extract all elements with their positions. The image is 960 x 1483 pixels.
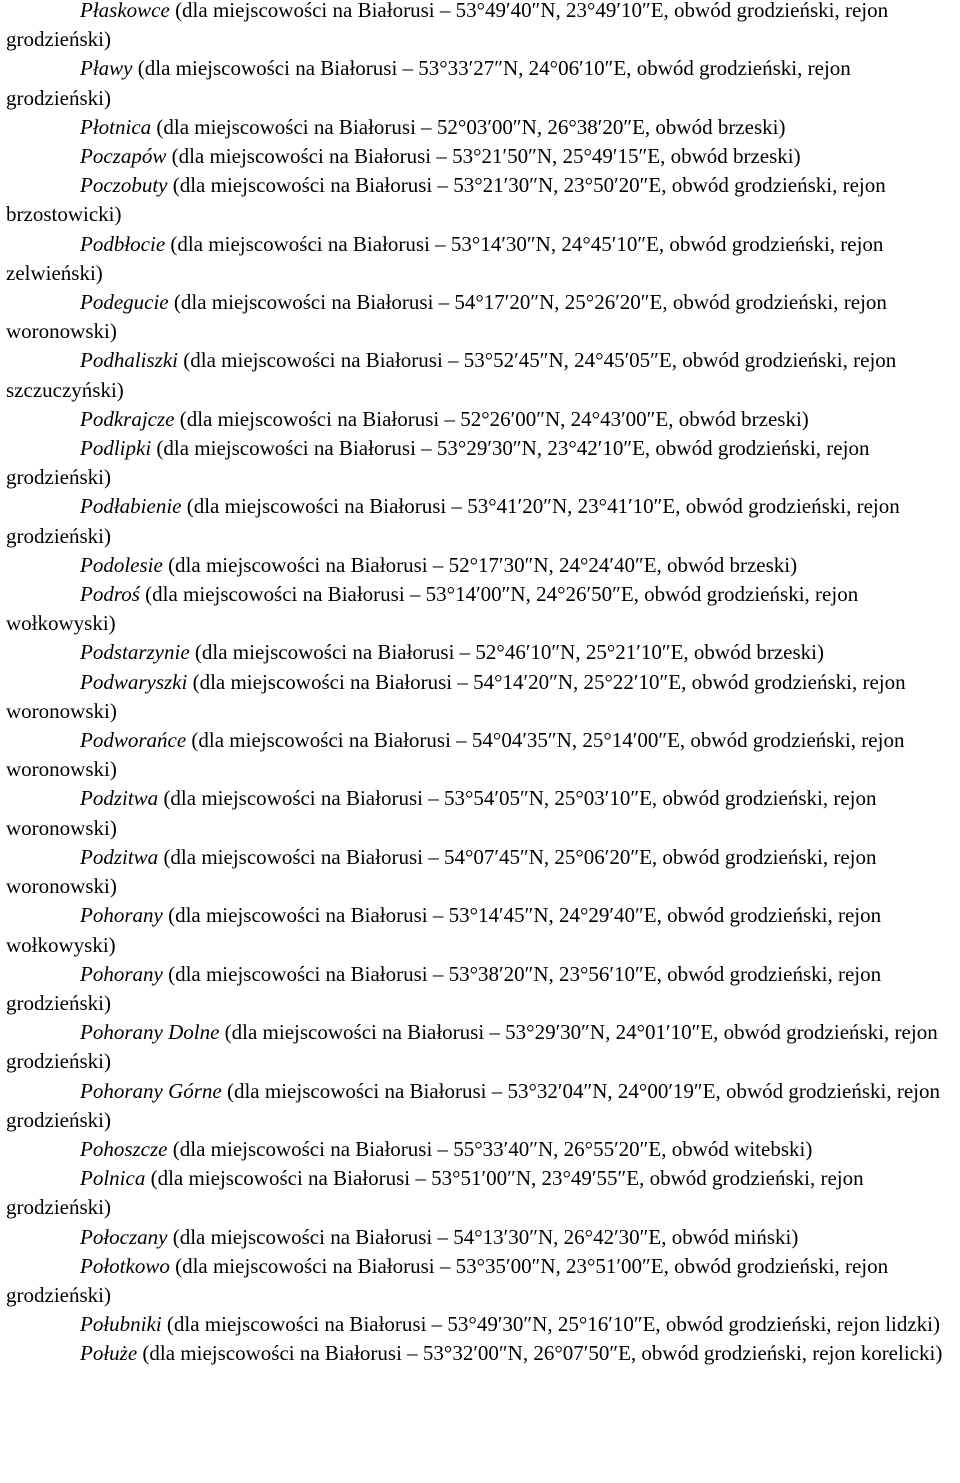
entry-description: (dla miejscowości na Białorusi – 55°33′40″N, 26°55′20″E, obwód witebski) xyxy=(167,1136,813,1161)
entry-description: (dla miejscowości na Białorusi – 53°29′30″N, 24°01′10″E, obwód grodzieński, rejon grodzieński) xyxy=(6,1020,938,1074)
list-item xyxy=(6,1252,956,1310)
list-item xyxy=(6,1077,956,1135)
entry-name: Podroś xyxy=(80,582,140,607)
list-item xyxy=(6,1223,956,1252)
entry-name: Podkrajcze xyxy=(80,406,175,431)
list-item xyxy=(6,142,956,171)
entry-description: (dla miejscowości na Białorusi – 52°03′00″N, 26°38′20″E, obwód brzeski) xyxy=(151,114,786,139)
entry-name: Połotkowo xyxy=(80,1253,170,1278)
entry-name: Pohorany Górne xyxy=(80,1078,222,1103)
list-item xyxy=(6,784,956,842)
entry-description: (dla miejscowości na Białorusi – 53°38′20″N, 23°56′10″E, obwód grodzieński, rejon grodzieński) xyxy=(6,961,882,1015)
list-item xyxy=(6,638,956,667)
entry-description: (dla miejscowości na Białorusi – 53°51′00″N, 23°49′55″E, obwód grodzieński, rejon grodzieński) xyxy=(6,1166,864,1220)
list-item xyxy=(6,1018,956,1076)
document-page xyxy=(6,0,956,1369)
entry-description: (dla miejscowości na Białorusi – 53°32′04″N, 24°00′19″E, obwód grodzieński, rejon grodzieński) xyxy=(6,1078,941,1132)
entry-name: Podbłocie xyxy=(80,231,166,256)
list-item xyxy=(6,1339,956,1368)
entry-name: Podegucie xyxy=(80,290,169,315)
entry-name: Pohorany xyxy=(80,961,163,986)
entry-description: (dla miejscowości na Białorusi – 53°52′45″N, 24°45′05″E, obwód grodzieński, rejon szczuczyński) xyxy=(6,348,897,402)
list-item xyxy=(6,171,956,229)
entry-description: (dla miejscowości na Białorusi – 52°17′30″N, 24°24′40″E, obwód brzeski) xyxy=(162,552,798,577)
entry-name: Podzitwa xyxy=(80,786,159,811)
entry-description: (dla miejscowości na Białorusi – 54°14′20″N, 25°22′10″E, obwód grodzieński, rejon woronowski) xyxy=(6,669,906,723)
entry-description: (dla miejscowości na Białorusi – 54°07′45″N, 25°06′20″E, obwód grodzieński, rejon woronowski) xyxy=(6,844,877,899)
list-item xyxy=(6,551,956,580)
entry-description: (dla miejscowości na Białorusi – 53°14′30″N, 24°45′10″E, obwód grodzieński, rejon zelwieński) xyxy=(6,231,884,285)
list-item xyxy=(6,0,956,54)
entry-name: Podwaryszki xyxy=(80,669,188,694)
entry-name: Płaskowce xyxy=(80,0,170,22)
entry-description: (dla miejscowości na Białorusi – 52°46′10″N, 25°21′10″E, obwód brzeski) xyxy=(189,640,824,665)
entry-description: (dla miejscowości na Białorusi – 52°26′00″N, 24°43′00″E, obwód brzeski) xyxy=(174,406,809,431)
list-item xyxy=(6,580,956,638)
list-item xyxy=(6,346,956,404)
entry-description: (dla miejscowości na Białorusi – 53°14′00″N, 24°26′50″E, obwód grodzieński, rejon wołkowyski) xyxy=(6,582,859,636)
list-item xyxy=(6,726,956,784)
list-item xyxy=(6,1135,956,1164)
entry-description: (dla miejscowości na Białorusi – 54°04′35″N, 25°14′00″E, obwód grodzieński, rejon woronowski) xyxy=(6,728,905,782)
entry-name: Podłabienie xyxy=(80,494,182,519)
entry-name: Podworańce xyxy=(80,728,187,753)
entry-name: Połubniki xyxy=(80,1312,162,1337)
list-item xyxy=(6,1164,956,1222)
entry-description: (dla miejscowości na Białorusi – 53°33′27″N, 24°06′10″E, obwód grodzieński, rejon grodzieński) xyxy=(6,56,851,110)
list-item xyxy=(6,668,956,726)
entry-description: (dla miejscowości na Białorusi – 53°54′05″N, 25°03′10″E, obwód grodzieński, rejon woronowski) xyxy=(6,786,877,840)
entry-description: (dla miejscowości na Białorusi – 53°49′40″N, 23°49′10″E, obwód grodzieński, rejon grodzieński) xyxy=(6,0,889,52)
list-item xyxy=(6,843,956,901)
list-item xyxy=(6,960,956,1018)
entry-name: Pohorany xyxy=(80,903,163,928)
entry-name: Pohorany Dolne xyxy=(80,1020,220,1045)
entry-description: (dla miejscowości na Białorusi – 53°21′30″N, 23°50′20″E, obwód grodzieński, rejon brzostowicki) xyxy=(6,173,886,227)
list-item xyxy=(6,1310,956,1339)
entry-description: (dla miejscowości na Białorusi – 53°41′20″N, 23°41′10″E, obwód grodzieński, rejon grodzieński) xyxy=(6,494,900,548)
entry-description: (dla miejscowości na Białorusi – 53°29′30″N, 23°42′10″E, obwód grodzieński, rejon grodzieński) xyxy=(6,436,870,490)
entry-name: Podhaliszki xyxy=(80,348,178,373)
list-item xyxy=(6,288,956,346)
entry-name: Poczobuty xyxy=(80,173,168,198)
entry-description: (dla miejscowości na Białorusi – 53°14′45″N, 24°29′40″E, obwód grodzieński, rejon wołkowyski) xyxy=(6,903,882,957)
list-item xyxy=(6,434,956,492)
entry-name: Połoczany xyxy=(80,1224,168,1249)
entry-name: Poczapów xyxy=(80,144,167,169)
entry-description: (dla miejscowości na Białorusi – 53°21′50″N, 25°49′15″E, obwód brzeski) xyxy=(166,144,801,169)
list-item xyxy=(6,113,956,142)
entry-name: Połuże xyxy=(80,1341,138,1366)
list-item xyxy=(6,230,956,288)
entry-name: Podlipki xyxy=(80,436,152,461)
list-item xyxy=(6,405,956,434)
list-item xyxy=(6,54,956,112)
entry-description: (dla miejscowości na Białorusi – 53°49′30″N, 25°16′10″E, obwód grodzieński, rejon lidzki) xyxy=(161,1312,941,1337)
entry-name: Pławy xyxy=(80,56,133,81)
entry-description: (dla miejscowości na Białorusi – 54°13′30″N, 26°42′30″E, obwód miński) xyxy=(167,1224,799,1249)
entry-name: Polnica xyxy=(80,1166,146,1191)
entry-name: Pohoszcze xyxy=(80,1136,168,1161)
entry-name: Płotnica xyxy=(80,114,152,139)
list-item xyxy=(6,901,956,959)
entry-name: Podzitwa xyxy=(80,844,159,869)
entry-description: (dla miejscowości na Białorusi – 53°32′00″N, 26°07′50″E, obwód grodzieński, rejon korelicki) xyxy=(137,1341,943,1366)
entry-description: (dla miejscowości na Białorusi – 53°35′00″N, 23°51′00″E, obwód grodzieński, rejon grodzieński) xyxy=(6,1253,889,1307)
entry-description: (dla miejscowości na Białorusi – 54°17′20″N, 25°26′20″E, obwód grodzieński, rejon woronowski) xyxy=(6,290,887,344)
entry-name: Podolesie xyxy=(80,552,163,577)
list-item xyxy=(6,492,956,550)
entry-name: Podstarzynie xyxy=(80,640,190,665)
